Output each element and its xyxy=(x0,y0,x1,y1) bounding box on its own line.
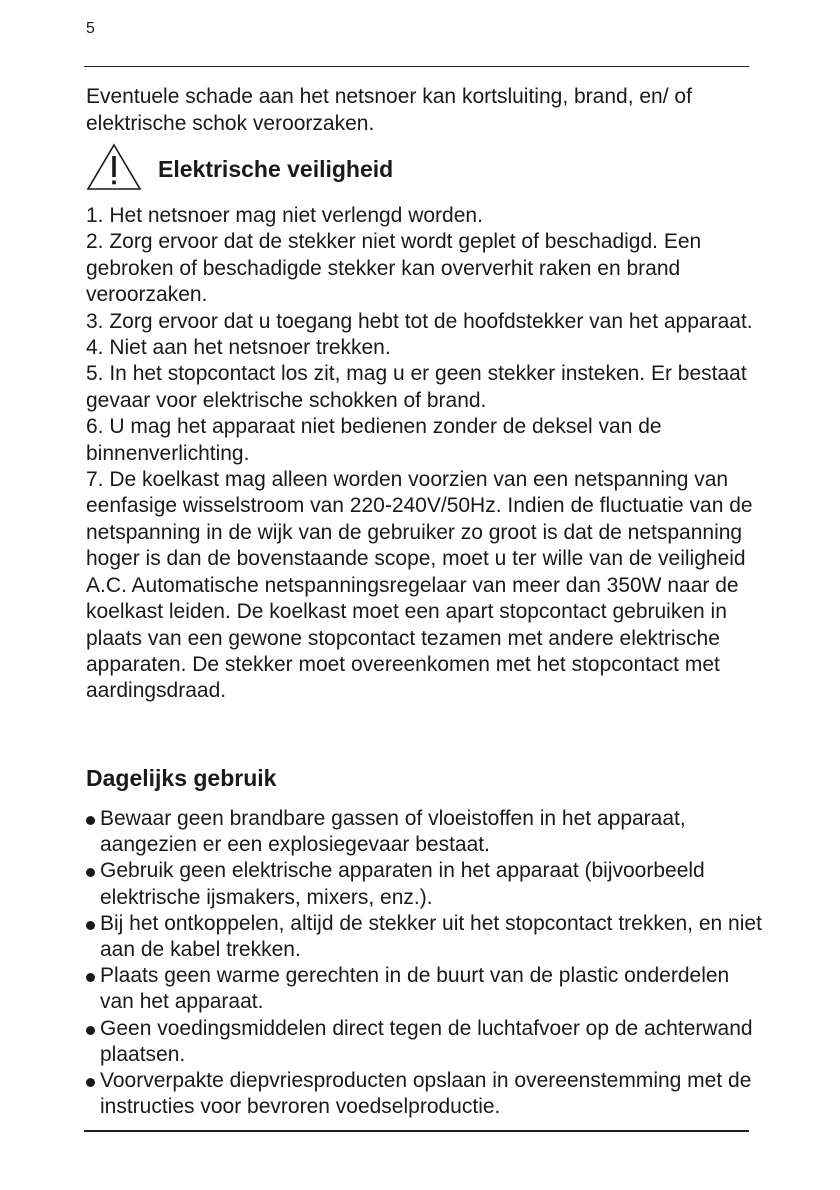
bullet-icon xyxy=(86,973,95,982)
electrical-safety-heading xyxy=(86,143,393,191)
list-item xyxy=(86,963,766,1015)
top-divider xyxy=(84,66,749,67)
list-item-text: Bij het ontkoppelen, altijd de stekker uit het stopcontact trekken, en niet aan de kabel trekken. xyxy=(100,911,762,962)
bullet-icon xyxy=(86,1026,95,1035)
bullet-icon xyxy=(86,816,95,825)
warning-triangle-icon xyxy=(86,143,142,191)
list-item xyxy=(86,1016,766,1068)
list-item xyxy=(86,858,766,910)
list-item xyxy=(86,806,766,858)
bottom-divider xyxy=(84,1130,749,1132)
list-item-text: Voorverpakte diepvriesproducten opslaan in overeenstemming met de instructies voor bevroren voedselproductie. xyxy=(100,1069,752,1119)
list-item: 4. Niet aan het netsnoer trekken. xyxy=(86,336,391,360)
bullet-icon xyxy=(86,1078,95,1087)
page-number: 5 xyxy=(86,20,95,37)
bullet-icon xyxy=(86,921,95,930)
section-title: Elektrische veiligheid xyxy=(158,155,394,182)
list-item: 1. Het netsnoer mag niet verlengd worden. xyxy=(86,204,483,227)
list-item-text: Gebruik geen elektrische apparaten in het apparaat (bijvoorbeeld elektrische ijsmakers, mixers, enz.). xyxy=(100,859,705,909)
list-item-text: Bewaar geen brandbare gassen of vloeistoffen in het apparaat, aangezien er een explosiegevaar bestaat. xyxy=(100,807,686,857)
bullet-icon xyxy=(86,868,95,877)
list-item: 6. U mag het apparaat niet bedienen zonder de deksel van de binnenverlichting. xyxy=(86,415,662,465)
list-item xyxy=(86,1068,766,1120)
list-item xyxy=(86,911,766,963)
list-item: 5. In het stopcontact los zit, mag u er geen stekker insteken. Er bestaat gevaar voor elektrische schokken of brand. xyxy=(86,362,747,412)
daily-use-title: Dagelijks gebruik xyxy=(86,765,277,791)
daily-use-list xyxy=(86,806,766,1120)
list-item-text: Geen voedingsmiddelen direct tegen de luchtafvoer op de achterwand plaatsen. xyxy=(100,1016,753,1066)
electrical-safety-list xyxy=(86,203,756,705)
list-item: 3. Zorg ervoor dat u toegang hebt tot de hoofdstekker van het apparaat. xyxy=(86,309,753,333)
list-item-text: Plaats geen warme gerechten in de buurt van de plastic onderdelen van het apparaat. xyxy=(100,964,730,1014)
list-item: 2. Zorg ervoor dat de stekker niet wordt geplet of beschadigd. Een gebroken of beschadigde stekker kan oververhit raken en brand veroorzaken. xyxy=(86,230,702,307)
list-item: 7. De koelkast mag alleen worden voorzien van een netspanning van eenfasige wisselstroom van 220-240V/50Hz. Indien de fluctuatie van de netspanning in de wijk van de gebruiker zo groot is dat de netspanning hoger is dan de bovenstaande scope, moet u ter wille van de veiligheid A.C. Automatische netspanningsregelaar van meer dan 350W naar de koelkast leiden. De koelkast moet een apart stopcontact gebruiken in plaats van een gewone stopcontact tezamen met andere elektrische apparaten. De stekker moet overeenkomen met het stopcontact met aardingsdraad. xyxy=(86,468,753,703)
intro-paragraph: Eventuele schade aan het netsnoer kan kortsluiting, brand, en/ of elektrische schok veroorzaken. xyxy=(86,85,692,135)
